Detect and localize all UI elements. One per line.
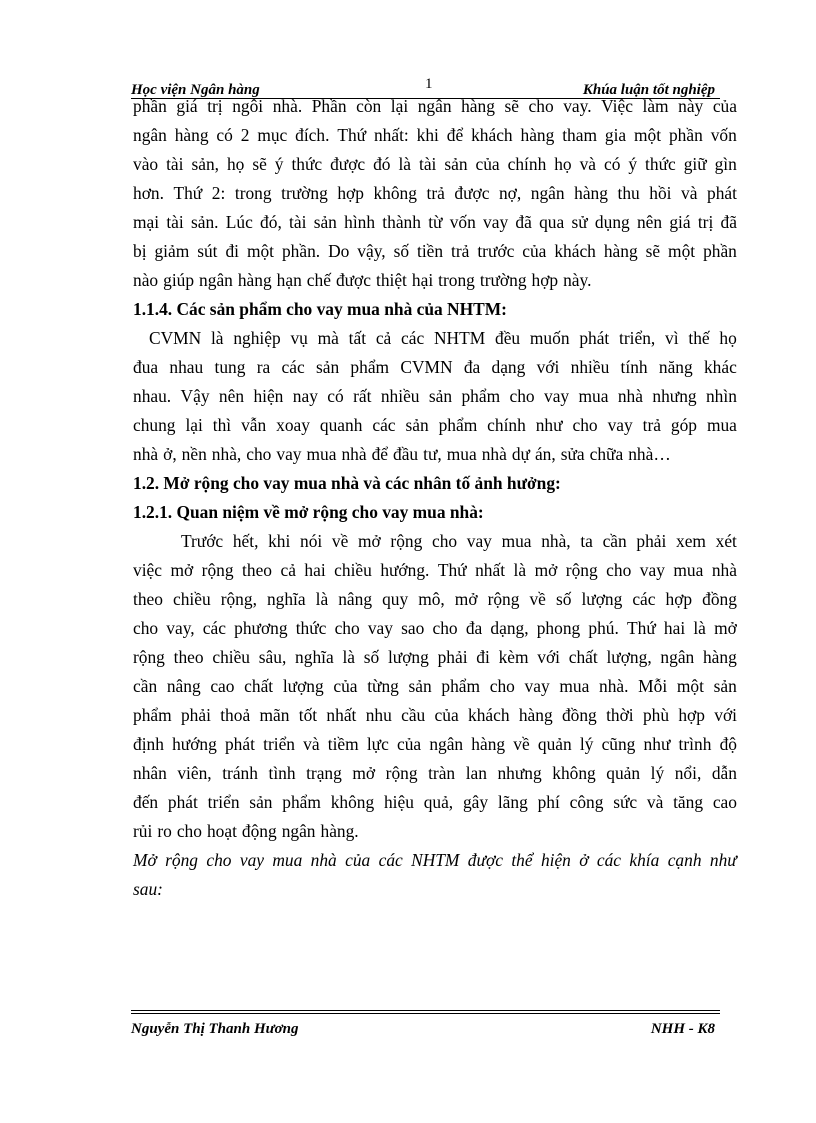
body-text — [133, 92, 737, 904]
section-heading: 1.1.4. Các sản phẩm cho vay mua nhà của NHTM: — [133, 299, 507, 319]
paragraph-line: nào giúp ngân hàng hạn chế được thiệt hại trong trường hợp này. — [133, 270, 592, 290]
footer-rule-top — [131, 1010, 720, 1011]
paragraph-line: sau: — [133, 879, 163, 899]
paragraph-line: cần nâng cao chất lượng của từng sản phẩm cho vay mua nhà. Mỗi một sản — [133, 676, 737, 696]
section-heading: 1.2.1. Quan niệm về mở rộng cho vay mua nhà: — [133, 502, 484, 522]
paragraph-line: hơn. Thứ 2: trong trường hợp không trả được nợ, ngân hàng thu hồi và phát — [133, 183, 737, 203]
header-document-type: Khúa luận tốt nghiệp — [582, 82, 715, 98]
page-number: 1 — [425, 76, 433, 92]
paragraph-line: nhân viên, tránh tình trạng mở rộng tràn lan nhưng không quản lý nổi, dẫn — [133, 763, 737, 783]
footer-class: NHH - K8 — [650, 1021, 715, 1037]
paragraph-line: chung lại thì vẫn xoay quanh các sản phẩm chính như cho vay trả góp mua — [133, 415, 737, 435]
paragraph-line: đến phát triển sản phẩm không hiệu quả, gây lãng phí công sức và tăng cao — [133, 792, 737, 812]
paragraph-line: CVMN là nghiệp vụ mà tất cả các NHTM đều muốn phát triển, vì thế họ — [149, 328, 737, 348]
paragraph-line: phẩm phải thoả mãn tốt nhất nhu cầu của khách hàng đồng thời phù hợp với — [133, 705, 737, 725]
footer-rule-bottom — [131, 1013, 720, 1014]
paragraph-line: rủi ro cho hoạt động ngân hàng. — [133, 821, 359, 841]
paragraph-line: Mở rộng cho vay mua nhà của các NHTM được thể hiện ở các khía cạnh như — [133, 850, 737, 870]
paragraph-line: Trước hết, khi nói về mở rộng cho vay mua nhà, ta cần phải xem xét — [181, 531, 737, 551]
section-heading: 1.2. Mở rộng cho vay mua nhà và các nhân tố ảnh hưởng: — [133, 473, 561, 493]
header-institution: Học viện Ngân hàng — [131, 82, 260, 98]
paragraph-line: mại tài sản. Lúc đó, tài sản hình thành từ vốn vay đã qua sử dụng nên giá trị đã — [133, 212, 737, 232]
paragraph-line: bị giảm sút đi một phần. Do vậy, số tiền trả trước của khách hàng sẽ một phần — [133, 241, 737, 261]
paragraph-line: phần giá trị ngôi nhà. Phần còn lại ngân hàng sẽ cho vay. Việc làm này của — [133, 96, 737, 116]
paragraph-line: ngân hàng có 2 mục đích. Thứ nhất: khi để khách hàng tham gia một phần vốn — [133, 125, 737, 145]
paragraph-line: cho vay, các phương thức cho vay sao cho đa dạng, phong phú. Thứ hai là mở — [133, 618, 737, 638]
paragraph-line: rộng theo chiều sâu, nghĩa là số lượng phải đi kèm với chất lượng, ngân hàng — [133, 647, 737, 667]
paragraph-line: theo chiều rộng, nghĩa là nâng quy mô, mở rộng về số lượng các hợp đồng — [133, 589, 737, 609]
paragraph-line: vào tài sản, họ sẽ ý thức được đó là tài sản của chính họ và có ý thức giữ gìn — [133, 154, 737, 174]
paragraph-line: đua nhau tung ra các sản phẩm CVMN đa dạng với nhiều tính năng khác — [133, 357, 737, 377]
paragraph-line: việc mở rộng theo cả hai chiều hướng. Thứ nhất là mở rộng cho vay mua nhà — [133, 560, 737, 580]
paragraph-line: nhau. Vậy nên hiện nay có rất nhiều sản phẩm cho vay mua nhà nhưng nhìn — [133, 386, 737, 406]
footer-author: Nguyễn Thị Thanh Hương — [131, 1021, 299, 1037]
paragraph-line: nhà ở, nền nhà, cho vay mua nhà để đầu tư, mua nhà dự án, sửa chữa nhà… — [133, 444, 671, 464]
paragraph-line: định hướng phát triển và tiềm lực của ngân hàng về quản lý cũng như trình độ — [133, 734, 737, 754]
